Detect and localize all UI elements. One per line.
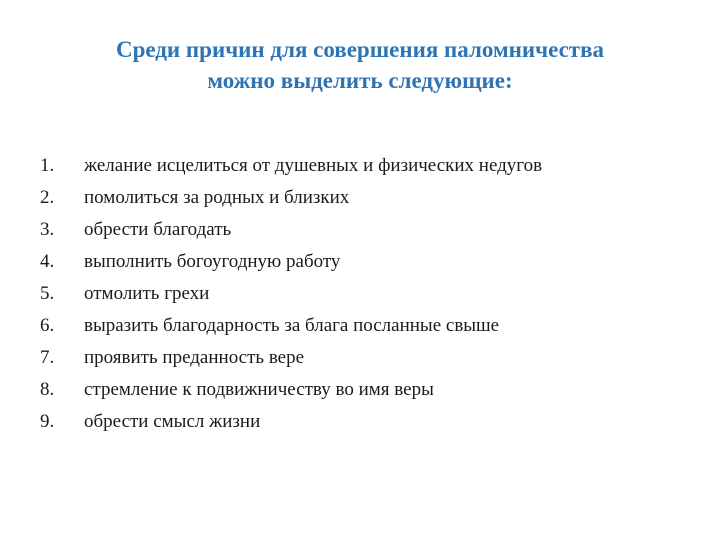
list-item <box>40 150 680 182</box>
list-item <box>40 182 680 214</box>
list-item-text: обрести смысл жизни <box>84 411 261 432</box>
list-item-number: 2. <box>40 187 55 208</box>
list-item-number: 5. <box>40 283 55 304</box>
list-item-text: желание исцелиться от душевных и физических недугов <box>84 155 543 176</box>
title-line: Среди причин для совершения паломничества <box>115 37 605 62</box>
list-item <box>40 342 680 374</box>
list-item-text: помолиться за родных и близких <box>84 187 350 208</box>
list-item-text: стремление к подвижничеству во имя веры <box>84 379 434 400</box>
title-line: можно выделить следующие: <box>207 68 513 93</box>
list-item <box>40 310 680 342</box>
list-item <box>40 278 680 310</box>
reasons-list <box>40 150 680 438</box>
list-item <box>40 214 680 246</box>
list-item-number: 1. <box>40 155 55 176</box>
list-item <box>40 406 680 438</box>
list-item-text: проявить преданность вере <box>84 347 305 368</box>
list-item-text: выполнить богоугодную работу <box>84 251 341 272</box>
list-item <box>40 246 680 278</box>
list-item-number: 6. <box>40 315 55 336</box>
slide-title <box>40 34 680 96</box>
list-item-number: 9. <box>40 411 55 432</box>
list-item-text: обрести благодать <box>84 219 232 240</box>
list-item <box>40 374 680 406</box>
list-item-number: 4. <box>40 251 55 272</box>
list-item-number: 7. <box>40 347 55 368</box>
list-item-number: 3. <box>40 219 55 240</box>
list-item-text: выразить благодарность за блага посланные свыше <box>84 315 500 336</box>
list-item-text: отмолить грехи <box>84 283 210 304</box>
list-item-number: 8. <box>40 379 55 400</box>
